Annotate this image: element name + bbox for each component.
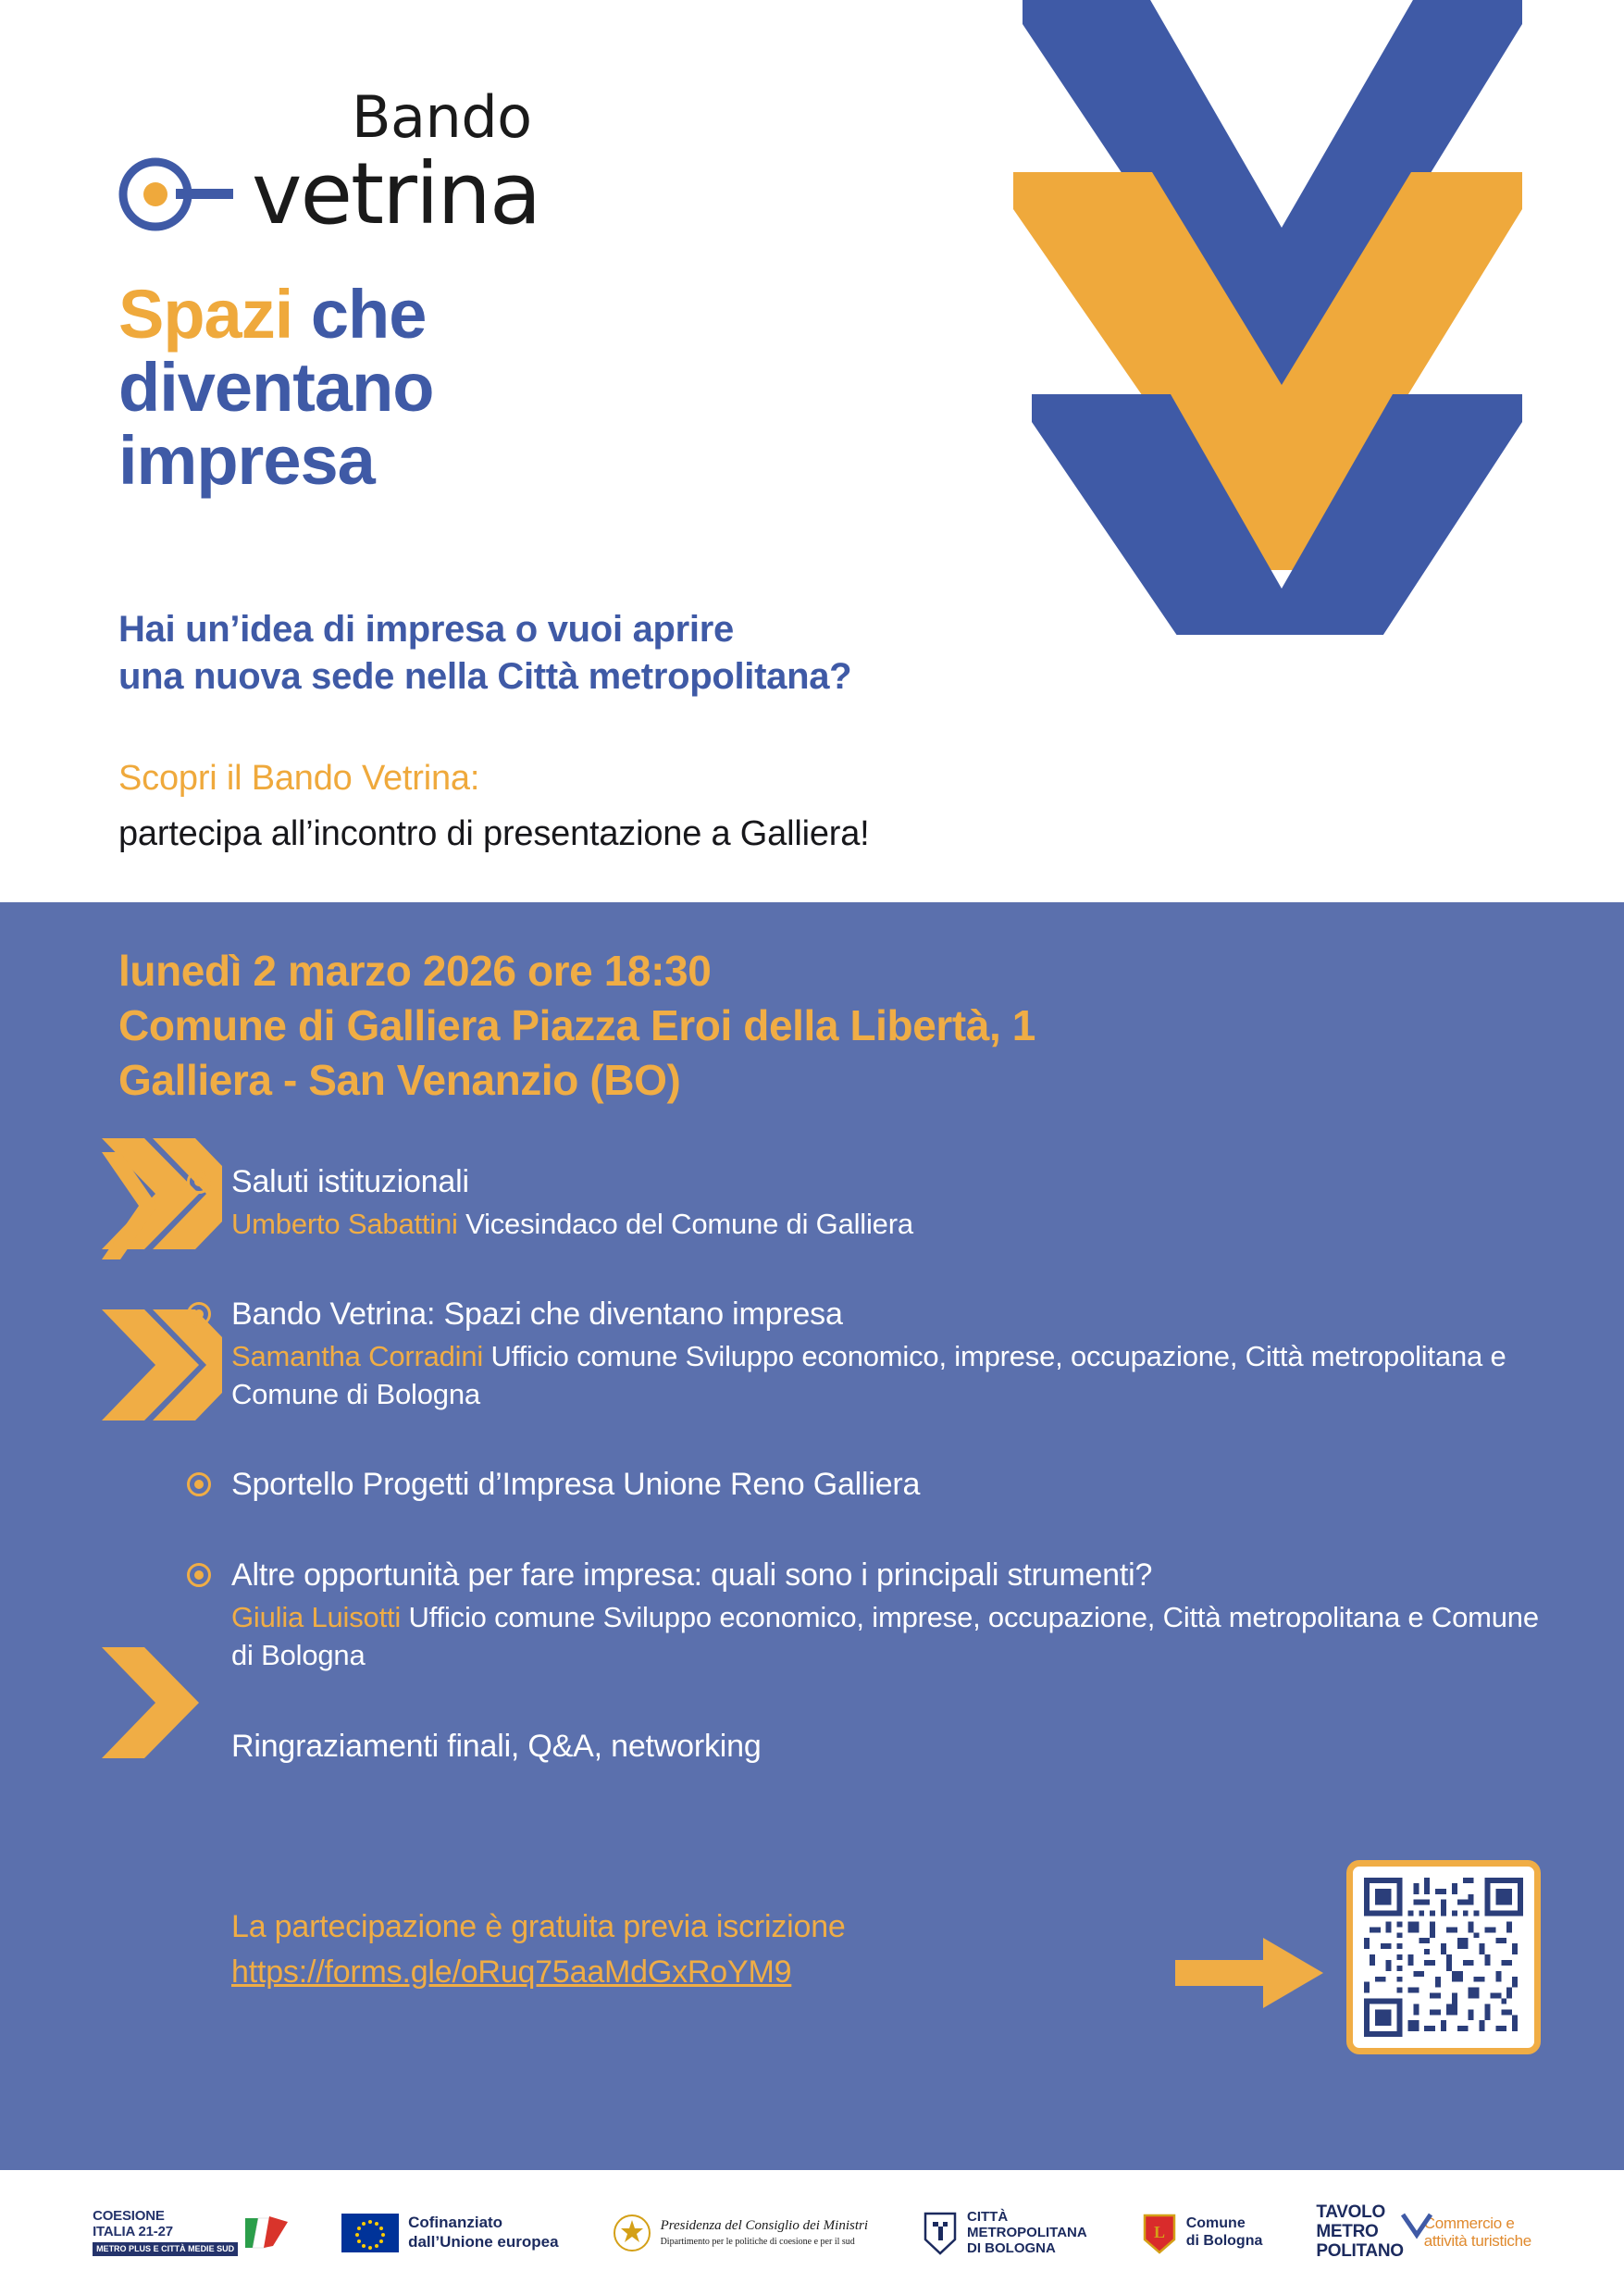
tavolo-line2: METRO	[1316, 2222, 1379, 2242]
eu-line1: Cofinanziato	[408, 2214, 503, 2232]
logo-vetrina-text: vetrina	[252, 144, 540, 243]
emblema-repubblica-icon	[613, 2209, 651, 2257]
subheading-line1: Hai un’idea di impresa o vuoi aprire	[118, 609, 734, 650]
chevron-decoration-4	[102, 1152, 157, 1263]
program-item-title: Altre opportunità per fare impresa: quali sono i principali strumenti?	[231, 1557, 1153, 1594]
event-venue: Comune di Galliera Piazza Eroi della Libertà, 1	[118, 1000, 1035, 1049]
arrow-right-icon	[1175, 1934, 1323, 2012]
comune-line2: di Bologna	[1185, 2232, 1263, 2249]
list-item	[231, 1464, 1545, 1505]
tavolo-line1: TAVOLO	[1316, 2202, 1385, 2223]
citymet-line2: METROPOLITANA	[967, 2224, 1087, 2240]
speaker-name: Umberto Sabattini	[231, 1208, 458, 1241]
speaker-role: Ufficio comune Sviluppo economico, imprese, occupazione, Città metropolitana e Comune di Bologna	[231, 1601, 1539, 1672]
chevron-decoration-3	[102, 1647, 222, 1768]
tavolo-line5: attività turistiche	[1423, 2232, 1531, 2251]
event-city: Galliera - San Venanzio (BO)	[118, 1055, 681, 1104]
bullet-icon	[187, 1302, 211, 1326]
svg-text:L: L	[1153, 2222, 1165, 2241]
event-info	[118, 944, 1035, 1108]
chevron-decoration-2	[102, 1309, 222, 1430]
coesione-line1: COESIONE	[93, 2207, 165, 2224]
speaker-role: Ufficio comune Sviluppo economico, imprese, occupazione, Città metropolitana e Comune di Bologna	[231, 1340, 1506, 1411]
closing-line: Ringraziamenti finali, Q&A, networking	[231, 1729, 762, 1765]
headline-line3: impresa	[118, 422, 375, 500]
chevron-decoration	[1004, 0, 1522, 635]
program-item-detail	[231, 1599, 1545, 1675]
brand-logo	[118, 83, 692, 243]
registration-block	[231, 1906, 1157, 1991]
page-title	[118, 278, 433, 498]
bullet-icon	[187, 1472, 211, 1496]
bullet-icon	[187, 1170, 211, 1194]
speaker-name: Giulia Luisotti	[231, 1601, 402, 1634]
event-datetime: lunedì 2 marzo 2026 ore 18:30	[118, 947, 712, 995]
event-details-section	[0, 902, 1624, 2170]
speaker-name: Samantha Corradini	[231, 1340, 484, 1373]
footer-logos	[0, 2170, 1624, 2295]
list-item	[231, 1555, 1545, 1675]
logo-comune-bologna	[1141, 2210, 1263, 2256]
logo-unione-europea	[341, 2214, 558, 2252]
logo-citta-metropolitana	[922, 2209, 1087, 2257]
target-dot-icon	[118, 155, 257, 234]
pcm-line1: Presidenza del Consiglio dei Ministri	[660, 2218, 868, 2233]
program-item-detail	[231, 1206, 1545, 1244]
eu-line2: dall’Unione europea	[408, 2232, 559, 2251]
coesione-line2: ITALIA 21-27	[93, 2223, 173, 2239]
logo-coesione-italia	[93, 2209, 288, 2257]
headline-rest: che	[292, 276, 427, 353]
chevron-decoration-1	[102, 1138, 222, 1259]
speaker-role: Vicesindaco del Comune di Galliera	[457, 1208, 913, 1241]
citymet-line1: CITTÀ	[967, 2208, 1009, 2225]
cta-scopri: Scopri il Bando Vetrina:	[118, 759, 480, 798]
italia-flag-icon	[245, 2214, 288, 2252]
program-item-title: Saluti istituzionali	[231, 1164, 469, 1199]
qr-code-icon[interactable]	[1346, 1860, 1541, 2054]
citymet-line3: DI BOLOGNA	[967, 2240, 1056, 2257]
subheading-line2: una nuova sede nella Città metropolitana?	[118, 656, 852, 698]
coesione-sub: METRO PLUS E CITTÀ MEDIE SUD	[93, 2242, 238, 2255]
list-item	[231, 1294, 1545, 1414]
logo-bando-text: Bando	[352, 83, 532, 151]
program-list	[231, 1161, 1545, 1765]
program-item-detail	[231, 1338, 1545, 1414]
subheading	[118, 606, 851, 701]
tavolo-line3: POLITANO	[1316, 2240, 1404, 2261]
tavolo-line4: Commercio e	[1423, 2214, 1515, 2232]
comune-line1: Comune	[1185, 2215, 1246, 2232]
list-item	[231, 1161, 1545, 1244]
program-item-title: Sportello Progetti d’Impresa Unione Reno Galliera	[231, 1467, 921, 1503]
tavolo-mark-icon	[1401, 2211, 1432, 2242]
logo-tavolo-metropolitano	[1316, 2203, 1531, 2262]
stemma-bologna-icon	[922, 2210, 959, 2256]
registration-text: La partecipazione è gratuita previa iscrizione	[231, 1909, 846, 1944]
eu-flag-icon	[341, 2214, 399, 2252]
registration-link[interactable]: https://forms.gle/oRuq75aaMdGxRoYM9	[231, 1954, 792, 1990]
bullet-icon	[187, 1563, 211, 1587]
poster-header	[0, 0, 1624, 902]
cta-partecipa: partecipa all’incontro di presentazione a Galliera!	[118, 814, 870, 853]
logo-presidenza-consiglio	[613, 2209, 868, 2257]
headline-accent: Spazi	[118, 276, 293, 353]
pcm-line2: Dipartimento per le politiche di coesione e per il sud	[660, 2237, 855, 2247]
headline-line2: diventano	[118, 349, 434, 427]
program-item-title: Bando Vetrina: Spazi che diventano impresa	[231, 1296, 843, 1333]
stemma-comune-icon	[1141, 2210, 1178, 2256]
